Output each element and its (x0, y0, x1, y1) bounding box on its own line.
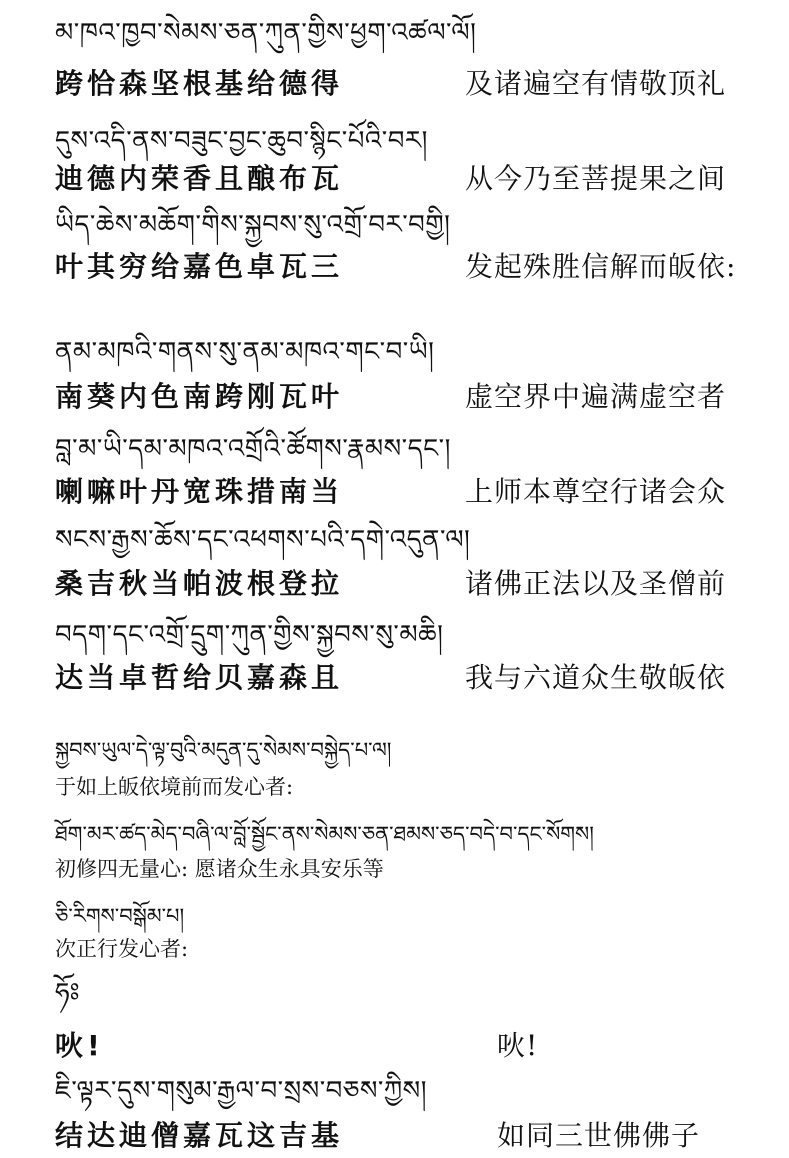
phonetic-line: 迪德内荣香且酿布瓦 (55, 162, 344, 195)
chinese-translation-line: 我与六道众生敬皈依 (465, 661, 727, 694)
tibetan-verse-line: མ་ཁའ་ཁྱབ་སེམས་ཅན་ཀུན་གྱིས་ཕྱག་འཚལ་ལོ། (55, 18, 477, 48)
chinese-translation-line: 从今乃至菩提果之间 (465, 162, 727, 195)
tibetan-verse-line: ནམ་མཁའི་གནས་སུ་ནམ་མཁའ་གང་བ་ཡི། (55, 337, 435, 367)
phonetic-line: 喇嘛叶丹宽珠措南当 (55, 475, 344, 508)
phonetic-line: 叶其穷给嘉色卓瓦三 (55, 250, 344, 283)
phonetic-line: 跨恰森坚根基给德得 (55, 67, 344, 100)
chinese-translation-line: 及诸遍空有情敬顶礼 (465, 67, 727, 100)
phonetic-line: 吙! (55, 1029, 104, 1062)
phonetic-line: 结达迪僧嘉瓦这吉基 (55, 1119, 344, 1152)
chinese-translation-line: 虚空界中遍满虚空者 (465, 380, 727, 413)
chinese-instruction-line: 次正行发心者: (55, 937, 189, 961)
tibetan-instruction-line: ཐོག་མར་ཚད་མེད་བཞི་ལ་བློ་སྦྱོང་ནས་སེམས་ཅན་ཐམས་ཅད་བདེ་བ་དང་སོགས། (55, 822, 594, 846)
chinese-translation-line: 上师本尊空行诸会众 (465, 475, 727, 508)
tibetan-verse-line: བདག་དང་འགྲོ་དྲུག་ཀུན་གྱིས་སྐྱབས་སུ་མཆི། (55, 620, 444, 650)
chinese-translation-line: 如同三世佛佛子 (497, 1119, 701, 1152)
chinese-translation-line: 吙! (497, 1029, 539, 1062)
tibetan-verse-line: སངས་རྒྱས་ཆོས་དང་འཕགས་པའི་དགེ་འདུན་ལ། (55, 525, 471, 555)
chinese-translation-line: 诸佛正法以及圣僧前 (465, 567, 727, 600)
chinese-translation-line: 发起殊胜信解而皈依: (465, 250, 737, 283)
tibetan-verse-line: བླ་མ་ཡི་དམ་མཁའ་འགྲོའི་ཚོགས་རྣམས་དང་། (55, 434, 451, 464)
tibetan-verse-line: ཇི་ལྟར་དུས་གསུམ་རྒྱལ་བ་སྲས་བཅས་ཀྱིས། (55, 1076, 427, 1106)
tibetan-verse-line: དུས་འདི་ནས་བཟུང་བྱང་ཆུབ་སྙིང་པོའི་བར། (55, 126, 428, 156)
tibetan-instruction-line: སྐྱབས་ཡུལ་དེ་ལྟ་བུའི་མདུན་དུ་སེམས་བསྐྱེད་པ་ལ། (55, 738, 392, 762)
tibetan-verse-line: ཡིད་ཆེས་མཆོག་གིས་སྐྱབས་སུ་འགྲོ་བར་བགྱི། (55, 210, 451, 240)
phonetic-line: 桑吉秋当帕波根登拉 (55, 567, 344, 600)
chinese-instruction-line: 初修四无量心: 愿诸众生永具安乐等 (55, 857, 384, 881)
phonetic-line: 达当卓哲给贝嘉森且 (55, 661, 344, 694)
tibetan-instruction-line: ཅི་རིགས་བསྒོམ་པ། (55, 904, 185, 928)
tibetan-verse-line: ཧོཿ (55, 978, 80, 1008)
chinese-instruction-line: 于如上皈依境前而发心者: (55, 775, 294, 799)
phonetic-line: 南葵内色南跨刚瓦叶 (55, 380, 344, 413)
